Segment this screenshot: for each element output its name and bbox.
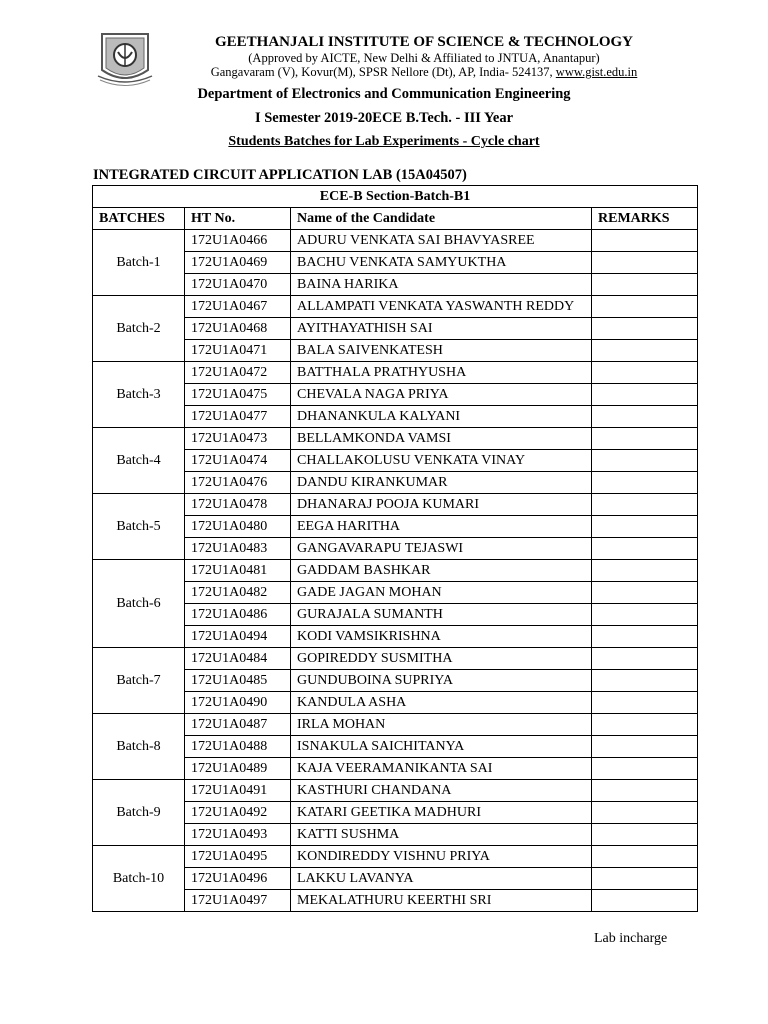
ht-number: 172U1A0483 — [185, 538, 291, 560]
section-title: ECE-B Section-Batch-B1 — [93, 186, 698, 208]
remarks-cell — [592, 406, 698, 428]
batch-name: Batch-10 — [93, 846, 185, 912]
cycle-chart-title: Students Batches for Lab Experiments - Cycle chart — [228, 134, 540, 149]
ht-number: 172U1A0488 — [185, 736, 291, 758]
remarks-cell — [592, 318, 698, 340]
candidate-name: DHANANKULA KALYANI — [291, 406, 592, 428]
batch-name: Batch-1 — [93, 230, 185, 296]
remarks-cell — [592, 802, 698, 824]
remarks-cell — [592, 472, 698, 494]
remarks-cell — [592, 450, 698, 472]
candidate-name: BELLAMKONDA VAMSI — [291, 428, 592, 450]
section-row — [93, 186, 698, 208]
remarks-cell — [592, 736, 698, 758]
batch-name: Batch-9 — [93, 780, 185, 846]
ht-number: 172U1A0481 — [185, 560, 291, 582]
table-row — [93, 648, 698, 670]
remarks-cell — [592, 560, 698, 582]
candidate-name: ALLAMPATI VENKATA YASWANTH REDDY — [291, 296, 592, 318]
candidate-name: IRLA MOHAN — [291, 714, 592, 736]
remarks-cell — [592, 626, 698, 648]
ht-number: 172U1A0497 — [185, 890, 291, 912]
candidate-name: ADURU VENKATA SAI BHAVYASREE — [291, 230, 592, 252]
website-link[interactable]: www.gist.edu.in — [555, 65, 638, 79]
candidate-name: BACHU VENKATA SAMYUKTHA — [291, 252, 592, 274]
ht-number: 172U1A0490 — [185, 692, 291, 714]
batch-name: Batch-4 — [93, 428, 185, 494]
remarks-cell — [592, 692, 698, 714]
batches-table-body — [93, 230, 698, 912]
ht-number: 172U1A0485 — [185, 670, 291, 692]
table-row — [93, 230, 698, 252]
candidate-name: EEGA HARITHA — [291, 516, 592, 538]
ht-number: 172U1A0468 — [185, 318, 291, 340]
candidate-name: GOPIREDDY SUSMITHA — [291, 648, 592, 670]
candidate-name: LAKKU LAVANYA — [291, 868, 592, 890]
table-row — [93, 714, 698, 736]
table-row — [93, 494, 698, 516]
address-text: Gangavaram (V), Kovur(M), SPSR Nellore (Dt), AP, India- 524137, — [210, 65, 553, 79]
candidate-name: GUNDUBOINA SUPRIYA — [291, 670, 592, 692]
table-row — [93, 846, 698, 868]
table-row — [93, 780, 698, 802]
candidate-name: DHANARAJ POOJA KUMARI — [291, 494, 592, 516]
candidate-name: KONDIREDDY VISHNU PRIYA — [291, 846, 592, 868]
ht-number: 172U1A0471 — [185, 340, 291, 362]
remarks-cell — [592, 714, 698, 736]
batch-name: Batch-2 — [93, 296, 185, 362]
candidate-name: DANDU KIRANKUMAR — [291, 472, 592, 494]
remarks-cell — [592, 296, 698, 318]
table-row — [93, 296, 698, 318]
ht-number: 172U1A0491 — [185, 780, 291, 802]
candidate-name: KATARI GEETIKA MADHURI — [291, 802, 592, 824]
ht-number: 172U1A0477 — [185, 406, 291, 428]
candidate-name: BALA SAIVENKATESH — [291, 340, 592, 362]
column-header-ht-no: HT No. — [185, 208, 291, 230]
address-line — [40, 65, 768, 80]
remarks-cell — [592, 582, 698, 604]
ht-number: 172U1A0475 — [185, 384, 291, 406]
ht-number: 172U1A0487 — [185, 714, 291, 736]
candidate-name: MEKALATHURU KEERTHI SRI — [291, 890, 592, 912]
candidate-name: ISNAKULA SAICHITANYA — [291, 736, 592, 758]
batch-name: Batch-7 — [93, 648, 185, 714]
ht-number: 172U1A0489 — [185, 758, 291, 780]
ht-number: 172U1A0478 — [185, 494, 291, 516]
department-title: Department of Electronics and Communication Engineering — [197, 86, 571, 102]
ht-number: 172U1A0486 — [185, 604, 291, 626]
remarks-cell — [592, 362, 698, 384]
column-header-name: Name of the Candidate — [291, 208, 592, 230]
remarks-cell — [592, 890, 698, 912]
remarks-cell — [592, 824, 698, 846]
ht-number: 172U1A0493 — [185, 824, 291, 846]
batches-table — [92, 185, 698, 912]
ht-number: 172U1A0474 — [185, 450, 291, 472]
header-row — [93, 208, 698, 230]
remarks-cell — [592, 648, 698, 670]
batch-name: Batch-6 — [93, 560, 185, 648]
candidate-name: GADE JAGAN MOHAN — [291, 582, 592, 604]
candidate-name: KAJA VEERAMANIKANTA SAI — [291, 758, 592, 780]
remarks-cell — [592, 670, 698, 692]
ht-number: 172U1A0470 — [185, 274, 291, 296]
remarks-cell — [592, 428, 698, 450]
candidate-name: AYITHAYATHISH SAI — [291, 318, 592, 340]
candidate-name: BAINA HARIKA — [291, 274, 592, 296]
remarks-cell — [592, 516, 698, 538]
table-row — [93, 362, 698, 384]
ht-number: 172U1A0484 — [185, 648, 291, 670]
ht-number: 172U1A0473 — [185, 428, 291, 450]
table-row — [93, 560, 698, 582]
table-row — [93, 428, 698, 450]
approval-line: (Approved by AICTE, New Delhi & Affiliated to JNTUA, Anantapur) — [248, 51, 600, 65]
ht-number: 172U1A0495 — [185, 846, 291, 868]
remarks-cell — [592, 604, 698, 626]
lab-title: INTEGRATED CIRCUIT APPLICATION LAB (15A04507) — [93, 167, 467, 183]
column-header-remarks: REMARKS — [592, 208, 698, 230]
lab-incharge-label: Lab incharge — [594, 931, 668, 946]
batch-name: Batch-5 — [93, 494, 185, 560]
column-header-batches: BATCHES — [93, 208, 185, 230]
remarks-cell — [592, 780, 698, 802]
candidate-name: GANGAVARAPU TEJASWI — [291, 538, 592, 560]
candidate-name: KANDULA ASHA — [291, 692, 592, 714]
remarks-cell — [592, 230, 698, 252]
ht-number: 172U1A0482 — [185, 582, 291, 604]
batch-name: Batch-3 — [93, 362, 185, 428]
remarks-cell — [592, 252, 698, 274]
candidate-name: KATTI SUSHMA — [291, 824, 592, 846]
ht-number: 172U1A0467 — [185, 296, 291, 318]
remarks-cell — [592, 494, 698, 516]
ht-number: 172U1A0472 — [185, 362, 291, 384]
remarks-cell — [592, 868, 698, 890]
ht-number: 172U1A0480 — [185, 516, 291, 538]
remarks-cell — [592, 846, 698, 868]
semester-title: I Semester 2019-20ECE B.Tech. - III Year — [254, 110, 514, 126]
institute-name: GEETHANJALI INSTITUTE OF SCIENCE & TECHNOLOGY — [214, 34, 633, 50]
ht-number: 172U1A0494 — [185, 626, 291, 648]
remarks-cell — [592, 538, 698, 560]
ht-number: 172U1A0466 — [185, 230, 291, 252]
remarks-cell — [592, 340, 698, 362]
remarks-cell — [592, 384, 698, 406]
batch-name: Batch-8 — [93, 714, 185, 780]
ht-number: 172U1A0476 — [185, 472, 291, 494]
ht-number: 172U1A0496 — [185, 868, 291, 890]
remarks-cell — [592, 274, 698, 296]
candidate-name: GADDAM BASHKAR — [291, 560, 592, 582]
candidate-name: CHEVALA NAGA PRIYA — [291, 384, 592, 406]
candidate-name: CHALLAKOLUSU VENKATA VINAY — [291, 450, 592, 472]
candidate-name: GURAJALA SUMANTH — [291, 604, 592, 626]
ht-number: 172U1A0469 — [185, 252, 291, 274]
candidate-name: KODI VAMSIKRISHNA — [291, 626, 592, 648]
candidate-name: KASTHURI CHANDANA — [291, 780, 592, 802]
candidate-name: BATTHALA PRATHYUSHA — [291, 362, 592, 384]
remarks-cell — [592, 758, 698, 780]
ht-number: 172U1A0492 — [185, 802, 291, 824]
